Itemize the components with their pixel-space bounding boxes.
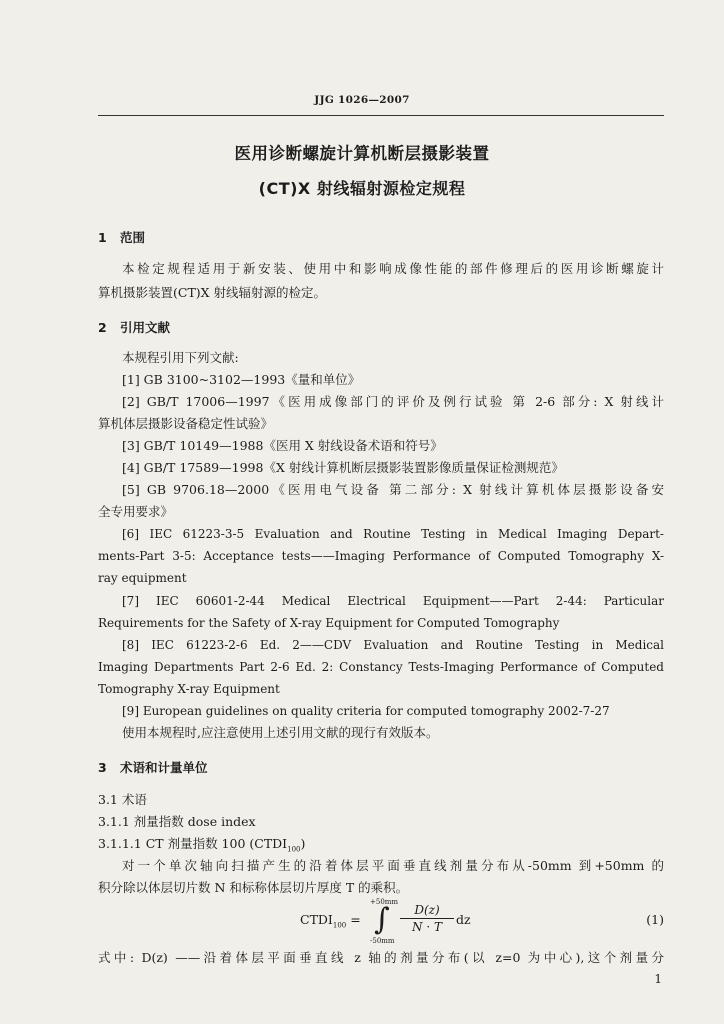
reference-item-cont: ments-Part 3-5: Acceptance tests——Imaging Performance of Computed Tomography X- bbox=[98, 549, 664, 563]
definition-line: 积分除以体层切片数 N 和标称体层切片厚度 T 的乘积。 bbox=[98, 880, 409, 895]
reference-item-cont: Requirements for the Safety of X-ray Equipment for Computed Tomography bbox=[98, 616, 560, 630]
integral-sign: ∫ bbox=[374, 902, 390, 937]
section-title: 范围 bbox=[120, 230, 146, 245]
reference-item: [6] IEC 61223-3-5 Evaluation and Routine Testing in Medical Imaging Depart- bbox=[122, 527, 664, 541]
equation-ctdi100 bbox=[300, 898, 664, 946]
section-number: 2 bbox=[98, 320, 107, 335]
reference-item-cont: 算机体层摄影设备稳定性试验》 bbox=[98, 416, 274, 431]
formula-fraction bbox=[400, 903, 454, 934]
header-rule bbox=[98, 115, 664, 116]
section-number: 1 bbox=[98, 230, 107, 245]
reference-item: [5] GB 9706.18—2000《医用电气设备 第二部分: X 射线计算机体层摄影设备安 bbox=[122, 482, 664, 497]
term-subscript: 100 bbox=[287, 845, 301, 854]
reference-item-cont: 全专用要求》 bbox=[98, 504, 174, 519]
fraction-denominator: N · T bbox=[412, 920, 442, 934]
formula-equals: = bbox=[346, 912, 361, 927]
scope-paragraph-line: 算机摄影装置(CT)X 射线辐射源的检定。 bbox=[98, 285, 327, 300]
fraction-numerator: D(z) bbox=[400, 903, 454, 919]
document-title-line2: (CT)X 射线辐射源检定规程 bbox=[258, 179, 466, 198]
section-1-heading bbox=[98, 228, 145, 246]
term-heading: 3.1.1 剂量指数 dose index bbox=[98, 814, 256, 829]
reference-item-cont: Tomography X-ray Equipment bbox=[98, 682, 280, 696]
formula-lhs-subscript: 100 bbox=[332, 921, 347, 930]
section-title: 引用文献 bbox=[120, 320, 171, 335]
section-2-heading bbox=[98, 318, 170, 336]
section-3-heading bbox=[98, 758, 208, 776]
term-label: 3.1.1.1 CT 剂量指数 100 (CTDI bbox=[98, 836, 288, 851]
reference-item: [3] GB/T 10149—1988《医用 X 射线设备术语和符号》 bbox=[122, 438, 443, 453]
reference-item: [7] IEC 60601-2-44 Medical Electrical Equipment——Part 2-44: Particular bbox=[122, 594, 664, 608]
integral-lower-limit: -50mm bbox=[370, 937, 395, 945]
formula-lhs bbox=[300, 912, 361, 930]
definition-line: 对一个单次轴向扫描产生的沿着体层平面垂直线剂量分布从-50mm 到+50mm 的 bbox=[122, 858, 664, 873]
scope-paragraph-line: 本检定规程适用于新安装、使用中和影响成像性能的部件修理后的医用诊断螺旋计 bbox=[122, 261, 664, 276]
page-number: 1 bbox=[654, 972, 662, 986]
running-header: JJG 1026—2007 bbox=[314, 94, 410, 106]
reference-item: [2] GB/T 17006—1997《医用成像部门的评价及例行试验 第 2-6 部分: X 射线计 bbox=[122, 394, 664, 409]
term-heading bbox=[98, 836, 305, 858]
section-number: 3 bbox=[98, 760, 107, 775]
formula-lhs-symbol: CTDI bbox=[300, 912, 333, 927]
term-label-close: ) bbox=[300, 836, 306, 851]
reference-item: [1] GB 3100~3102—1993《量和单位》 bbox=[122, 372, 361, 387]
references-intro: 本规程引用下列文献: bbox=[122, 350, 239, 365]
references-note: 使用本规程时,应注意使用上述引用文献的现行有效版本。 bbox=[122, 725, 439, 740]
formula-differential: dz bbox=[456, 912, 471, 927]
formula-explanation-line: 式中: D(z) ——沿着体层平面垂直线 z 轴的剂量分布(以 z=0 为中心),这个剂量分 bbox=[98, 950, 664, 965]
reference-item-cont: Imaging Departments Part 2-6 Ed. 2: Constancy Tests-Imaging Performance of Computed bbox=[98, 660, 664, 674]
subsection-heading: 3.1 术语 bbox=[98, 792, 147, 807]
equation-number: (1) bbox=[646, 912, 664, 927]
integral-upper-limit: +50mm bbox=[370, 898, 399, 906]
reference-item: [4] GB/T 17589—1998《X 射线计算机断层摄影装置影像质量保证检测规范》 bbox=[122, 460, 564, 475]
reference-item-cont: ray equipment bbox=[98, 571, 187, 585]
reference-item: [8] IEC 61223-2-6 Ed. 2——CDV Evaluation and Routine Testing in Medical bbox=[122, 638, 664, 652]
reference-item: [9] European guidelines on quality criteria for computed tomography 2002-7-27 bbox=[122, 704, 610, 718]
document-title-line1: 医用诊断螺旋计算机断层摄影装置 bbox=[234, 144, 490, 163]
section-title: 术语和计量单位 bbox=[120, 760, 208, 775]
